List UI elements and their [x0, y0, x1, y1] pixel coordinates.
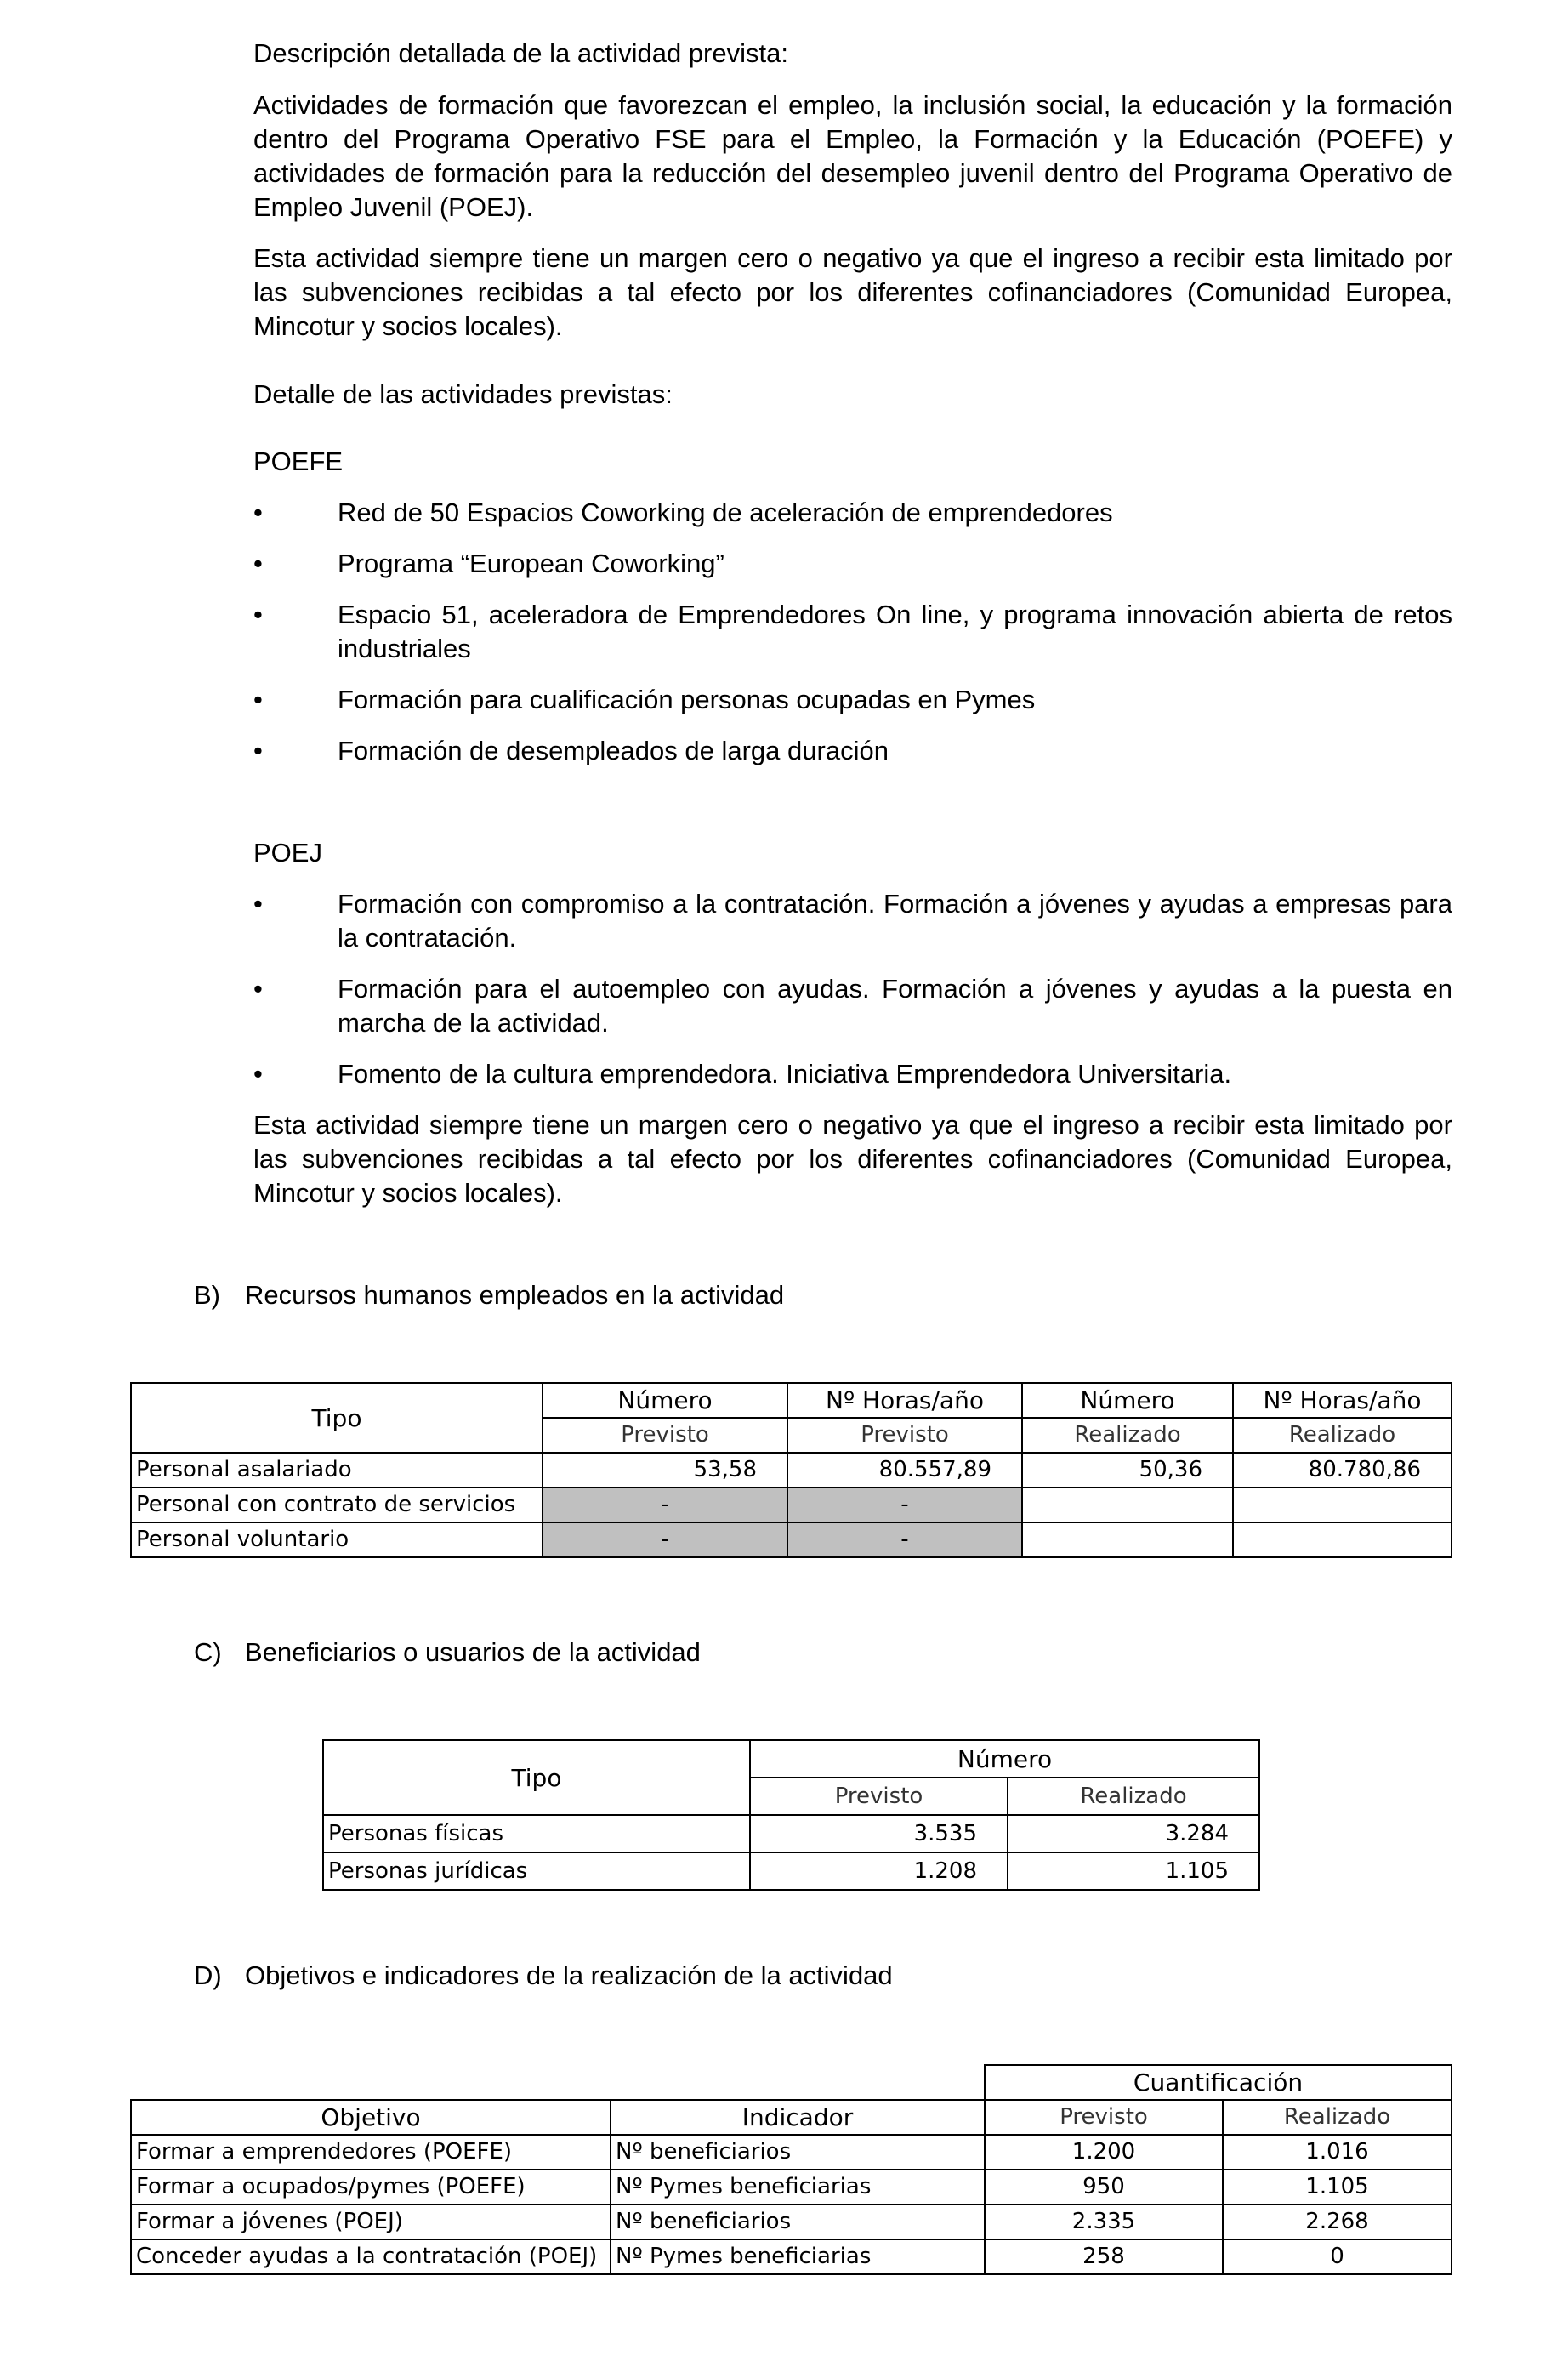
table-row [323, 1815, 1259, 1852]
table-header-row [131, 2100, 1452, 2135]
empty-cell [131, 2065, 611, 2100]
bullet: • [253, 974, 263, 1004]
poej-item-3: Fomento de la cultura emprendedora. Iniciativa Emprendedora Universitaria. [338, 1059, 1232, 1089]
table-cell: 3.284 [1008, 1815, 1259, 1852]
col-header-objetivo: Objetivo [131, 2100, 611, 2135]
col-header-tipo: Tipo [131, 1383, 543, 1453]
row-label: Personas físicas [323, 1815, 750, 1852]
col-header-horas-previsto: Nº Horas/año [787, 1383, 1022, 1418]
poefe-item-2: Programa “European Coworking” [338, 549, 724, 578]
col-header-tipo: Tipo [323, 1740, 750, 1815]
subheader-previsto: Previsto [543, 1418, 787, 1453]
poej-item-1: Formación con compromiso a la contratación. Formación a jóvenes y ayudas a empresas para la contratación. [338, 889, 1452, 953]
subheader-realizado: Realizado [1008, 1778, 1259, 1815]
table-row [131, 2170, 1452, 2205]
subheader-realizado: Realizado [1022, 1418, 1233, 1453]
section-c-title: Beneficiarios o usuarios de la actividad [245, 1637, 701, 1667]
table-row [131, 1488, 1452, 1522]
section-b-letter: B) [194, 1280, 220, 1310]
table-cell: 950 [985, 2170, 1223, 2205]
bullet: • [253, 1059, 263, 1089]
bullet: • [253, 889, 263, 919]
table-cell: - [543, 1488, 787, 1522]
table-row [131, 2239, 1452, 2274]
table-cell: 1.105 [1223, 2170, 1452, 2205]
row-label: Personal asalariado [131, 1453, 543, 1488]
table-cell [1233, 1488, 1452, 1522]
objective-cell: Conceder ayudas a la contratación (POEJ) [131, 2239, 611, 2274]
table-header-row [323, 1740, 1259, 1778]
poej-item-2: Formación para el autoempleo con ayudas. Formación a jóvenes y ayudas a la puesta en marcha de la actividad. [338, 974, 1452, 1038]
bullet: • [253, 549, 263, 578]
bullet: • [253, 498, 263, 527]
col-header-horas-realizado: Nº Horas/año [1233, 1383, 1452, 1418]
col-header-cuantificacion: Cuantificación [985, 2065, 1452, 2100]
table-cell [1022, 1488, 1233, 1522]
subheader-realizado: Realizado [1233, 1418, 1452, 1453]
table-cell [1233, 1522, 1452, 1557]
col-header-numero-realizado: Número [1022, 1383, 1233, 1418]
poefe-item-5: Formación de desempleados de larga duración [338, 736, 889, 765]
description-label: Descripción detallada de la actividad prevista: [253, 38, 788, 68]
table-row [323, 1852, 1259, 1890]
table-cell: 1.200 [985, 2135, 1223, 2170]
col-header-indicador: Indicador [611, 2100, 985, 2135]
poej-closing-paragraph: Esta actividad siempre tiene un margen cero o negativo ya que el ingreso a recibir esta limitado por las subvenciones recibidas a tal efecto por los diferentes cofinanciadores (Comunidad Europea, Mincotur y socios locales). [253, 1110, 1452, 1208]
poefe-item-4: Formación para cualificación personas ocupadas en Pymes [338, 685, 1036, 714]
table-cell: 1.208 [750, 1852, 1008, 1890]
indicator-cell: Nº beneficiarios [611, 2205, 985, 2239]
objectives-table [130, 2064, 1452, 2275]
table-row [131, 1453, 1452, 1488]
table-row [131, 2205, 1452, 2239]
table-cell: - [787, 1522, 1022, 1557]
indicator-cell: Nº Pymes beneficiarias [611, 2239, 985, 2274]
subheader-previsto: Previsto [750, 1778, 1008, 1815]
table-group-header-row [131, 2065, 1452, 2100]
section-b-title: Recursos humanos empleados en la actividad [245, 1280, 785, 1310]
table-cell: 1.016 [1223, 2135, 1452, 2170]
indicator-cell: Nº Pymes beneficiarias [611, 2170, 985, 2205]
table-row [131, 1522, 1452, 1557]
indicator-cell: Nº beneficiarios [611, 2135, 985, 2170]
table-row [131, 2135, 1452, 2170]
table-header-row [131, 1383, 1452, 1418]
poefe-item-1: Red de 50 Espacios Coworking de aceleración de emprendedores [338, 498, 1113, 527]
table-cell: 50,36 [1022, 1453, 1233, 1488]
table-cell: 80.780,86 [1233, 1453, 1452, 1488]
subheader-previsto: Previsto [985, 2100, 1223, 2135]
poefe-item-3: Espacio 51, aceleradora de Emprendedores On line, y programa innovación abierta de retos industriales [338, 600, 1452, 663]
bullet: • [253, 736, 263, 765]
table-cell: 2.335 [985, 2205, 1223, 2239]
poej-heading: POEJ [253, 838, 322, 868]
objective-cell: Formar a jóvenes (POEJ) [131, 2205, 611, 2239]
bullet: • [253, 600, 263, 629]
table-cell [1022, 1522, 1233, 1557]
beneficiaries-table [322, 1739, 1260, 1891]
col-header-numero-previsto: Número [543, 1383, 787, 1418]
empty-cell [611, 2065, 985, 2100]
subheader-previsto: Previsto [787, 1418, 1022, 1453]
section-d-letter: D) [194, 1960, 222, 1990]
table-cell: 53,58 [543, 1453, 787, 1488]
section-d-title: Objetivos e indicadores de la realización de la actividad [245, 1960, 893, 1990]
margin-paragraph: Esta actividad siempre tiene un margen cero o negativo ya que el ingreso a recibir esta limitado por las subvenciones recibidas a tal efecto por los diferentes cofinanciadores (Comunidad Europea, Mincotur y socios locales). [253, 243, 1452, 341]
description-paragraph: Actividades de formación que favorezcan el empleo, la inclusión social, la educación y la formación dentro del Programa Operativo FSE para el Empleo, la Formación y la Educación (POEFE) y actividades de formación para la reducción del desempleo juvenil dentro del Programa Operativo de Empleo Juvenil (POEJ). [253, 90, 1452, 222]
table-cell: 258 [985, 2239, 1223, 2274]
objective-cell: Formar a emprendedores (POEFE) [131, 2135, 611, 2170]
row-label: Personas jurídicas [323, 1852, 750, 1890]
table-cell: - [787, 1488, 1022, 1522]
poefe-heading: POEFE [253, 447, 344, 476]
table-cell: 3.535 [750, 1815, 1008, 1852]
row-label: Personal con contrato de servicios [131, 1488, 543, 1522]
col-header-numero: Número [750, 1740, 1259, 1778]
human-resources-table [130, 1382, 1452, 1558]
table-cell: - [543, 1522, 787, 1557]
subheader-realizado: Realizado [1223, 2100, 1452, 2135]
detail-label: Detalle de las actividades previstas: [253, 379, 673, 409]
objective-cell: Formar a ocupados/pymes (POEFE) [131, 2170, 611, 2205]
bullet: • [253, 685, 263, 714]
table-cell: 1.105 [1008, 1852, 1259, 1890]
table-cell: 2.268 [1223, 2205, 1452, 2239]
table-cell: 0 [1223, 2239, 1452, 2274]
row-label: Personal voluntario [131, 1522, 543, 1557]
section-c-letter: C) [194, 1637, 222, 1667]
table-cell: 80.557,89 [787, 1453, 1022, 1488]
